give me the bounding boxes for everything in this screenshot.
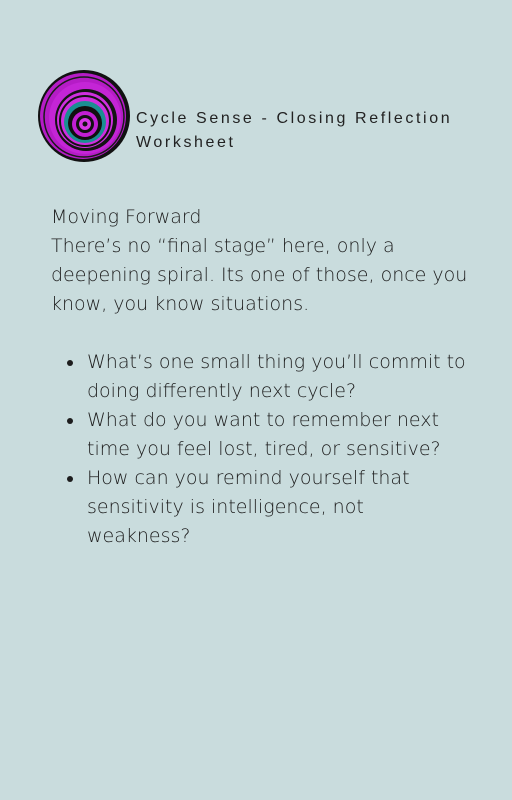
list-item: What’s one small thing you’ll commit to doing differently next cycle?	[87, 348, 471, 406]
section-heading: Moving Forward	[51, 206, 202, 228]
spiral-logo-icon	[36, 66, 132, 166]
list-item: What do you want to remember next time you feel lost, tired, or sensitive?	[87, 406, 471, 464]
reflection-content	[51, 203, 471, 551]
question-list	[51, 348, 471, 551]
section-intro: There’s no “final stage” here, only a deepening spiral. Its one of those, once you know, you know situations.	[51, 235, 468, 315]
worksheet-title: Cycle Sense - Closing Reflection Worksheet	[136, 110, 453, 151]
list-item: How can you remind yourself that sensitivity is intelligence, not weakness?	[87, 464, 471, 551]
